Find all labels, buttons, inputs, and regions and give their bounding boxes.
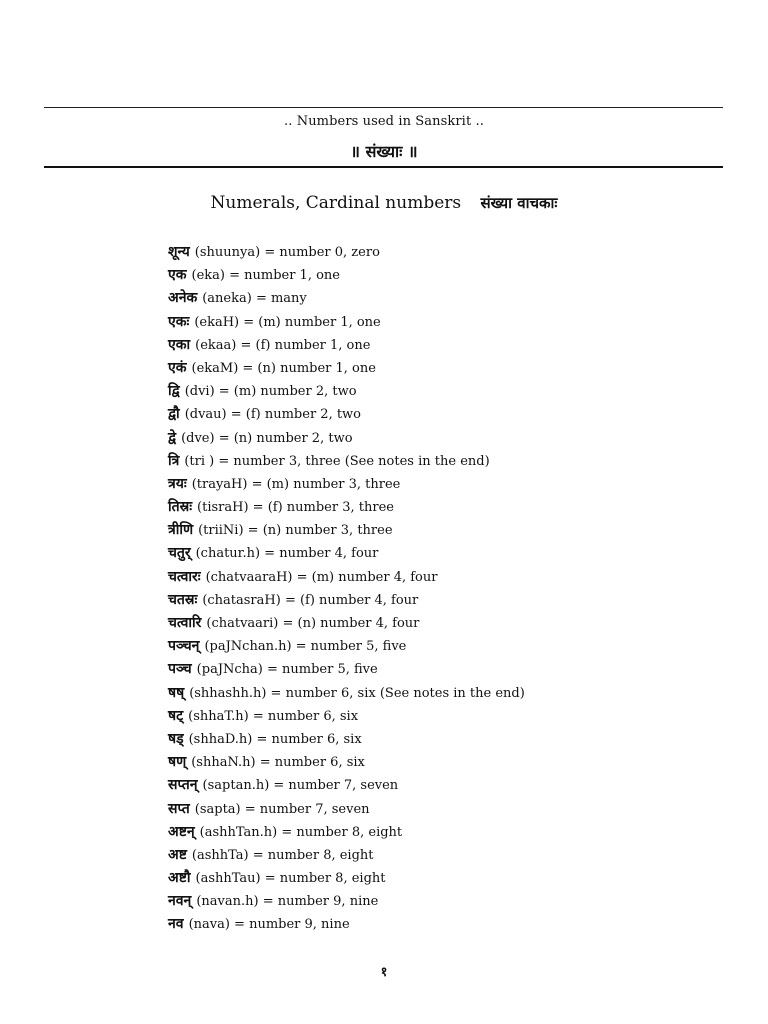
- entry-sanskrit-word: चतस्रः: [168, 591, 198, 608]
- entry-definition: (paJNchan.h) = number 5, five: [204, 639, 407, 655]
- entry-sanskrit-word: अष्टौ: [168, 870, 191, 887]
- section-heading-sanskrit: संख्या वाचकाः: [480, 194, 558, 212]
- entry-definition: (nava) = number 9, nine: [188, 917, 350, 933]
- entry-definition: (chatur.h) = number 4, four: [195, 546, 379, 562]
- entry-definition: (shhashh.h) = number 6, six (See notes in the end): [189, 685, 525, 701]
- list-item: [168, 682, 728, 705]
- list-item: [168, 705, 728, 728]
- list-item: [168, 264, 728, 287]
- entry-definition: (tri ) = number 3, three (See notes in the end): [184, 453, 490, 469]
- list-item: [168, 890, 728, 913]
- list-item: [168, 311, 728, 334]
- entry-sanskrit-word: अष्ट: [168, 846, 187, 863]
- list-item: [168, 589, 728, 612]
- entry-definition: (ekaH) = (m) number 1, one: [194, 314, 381, 330]
- list-item: [168, 427, 728, 450]
- entry-sanskrit-word: एकः: [168, 313, 190, 330]
- list-item: [168, 728, 728, 751]
- entry-definition: (saptan.h) = number 7, seven: [202, 778, 399, 794]
- entry-definition: (chatasraH) = (f) number 4, four: [202, 592, 419, 608]
- section-heading-text: Numerals, Cardinal numbers: [210, 193, 462, 213]
- list-item: [168, 241, 728, 264]
- list-item: [168, 403, 728, 426]
- list-item: [168, 658, 728, 681]
- entry-sanskrit-word: त्रि: [168, 452, 180, 469]
- list-item: [168, 798, 728, 821]
- list-item: [168, 287, 728, 310]
- entry-definition: (chatvaaraH) = (m) number 4, four: [205, 569, 438, 585]
- entry-sanskrit-word: शून्य: [168, 244, 190, 260]
- list-item: [168, 542, 728, 565]
- entry-sanskrit-word: एकं: [168, 359, 187, 376]
- entry-sanskrit-word: त्रयः: [168, 475, 187, 492]
- list-item: [168, 635, 728, 658]
- entry-sanskrit-word: द्वे: [168, 429, 177, 446]
- entry-sanskrit-word: द्वि: [168, 383, 180, 400]
- entry-sanskrit-word: षड्: [168, 730, 184, 747]
- list-item: [168, 450, 728, 473]
- entry-definition: (sapta) = number 7, seven: [194, 801, 370, 817]
- entry-definition: (eka) = number 1, one: [191, 268, 340, 284]
- entry-sanskrit-word: द्वौ: [168, 406, 180, 423]
- entry-definition: (shuunya) = number 0, zero: [194, 245, 380, 260]
- entry-sanskrit-word: चत्वारः: [168, 568, 201, 585]
- entry-sanskrit-word: पञ्चन्: [168, 638, 200, 655]
- section-heading: [0, 193, 768, 213]
- list-item: [168, 774, 728, 797]
- list-item: [168, 473, 728, 496]
- list-item: [168, 334, 728, 357]
- entry-definition: (ashhTau) = number 8, eight: [195, 871, 386, 887]
- list-item: [168, 751, 728, 774]
- entry-sanskrit-word: पञ्च: [168, 661, 192, 678]
- page-number: १: [380, 965, 388, 980]
- entry-sanskrit-word: त्रीणि: [168, 522, 194, 539]
- entry-definition: (ashhTan.h) = number 8, eight: [199, 824, 403, 840]
- entry-definition: (dvi) = (m) number 2, two: [184, 384, 357, 400]
- numbers-list: [168, 241, 728, 937]
- entry-sanskrit-word: सप्तन्: [168, 777, 198, 794]
- entry-sanskrit-word: तिस्रः: [168, 499, 193, 516]
- entry-definition: (chatvaari) = (n) number 4, four: [206, 616, 420, 631]
- list-item: [168, 844, 728, 867]
- entry-definition: (aneka) = many: [202, 291, 307, 307]
- list-item: [168, 380, 728, 403]
- list-item: [168, 496, 728, 519]
- entry-definition: (dve) = (n) number 2, two: [181, 430, 353, 446]
- entry-sanskrit-word: चत्वारि: [168, 615, 202, 631]
- entry-sanskrit-word: षण्: [168, 754, 187, 771]
- entry-definition: (ekaa) = (f) number 1, one: [195, 337, 371, 353]
- entry-sanskrit-word: नवन्: [168, 893, 192, 910]
- entry-definition: (trayaH) = (m) number 3, three: [191, 476, 401, 492]
- document-title-sanskrit: ॥ संख्याः ॥: [350, 142, 418, 161]
- entry-definition: (shhaN.h) = number 6, six: [191, 755, 365, 771]
- entry-sanskrit-word: एक: [168, 267, 187, 284]
- list-item: [168, 821, 728, 844]
- entry-definition: (shhaT.h) = number 6, six: [188, 708, 359, 724]
- entry-definition: (triiNi) = (n) number 3, three: [198, 523, 393, 539]
- entry-definition: (ashhTa) = number 8, eight: [191, 847, 374, 863]
- list-item: [168, 519, 728, 542]
- list-item: [168, 612, 728, 635]
- document-title: .. Numbers used in Sanskrit ..: [284, 114, 484, 129]
- header-rule-bottom: [44, 166, 723, 168]
- entry-sanskrit-word: सप्त: [168, 800, 190, 817]
- entry-sanskrit-word: अष्टन्: [168, 823, 195, 840]
- entry-definition: (shhaD.h) = number 6, six: [188, 731, 362, 747]
- entry-sanskrit-word: षट्: [168, 707, 184, 724]
- entry-sanskrit-word: षष्: [168, 684, 185, 701]
- entry-definition: (navan.h) = number 9, nine: [196, 894, 379, 910]
- entry-sanskrit-word: एका: [168, 336, 191, 353]
- list-item: [168, 867, 728, 890]
- list-item: [168, 357, 728, 380]
- entry-sanskrit-word: चतुर्: [168, 545, 191, 562]
- entry-definition: (ekaM) = (n) number 1, one: [191, 360, 376, 376]
- header-rule-top: [44, 107, 723, 108]
- list-item: [168, 913, 728, 936]
- entry-sanskrit-word: नव: [168, 916, 184, 933]
- entry-definition: (tisraH) = (f) number 3, three: [197, 500, 394, 516]
- entry-definition: (dvau) = (f) number 2, two: [184, 407, 362, 423]
- entry-definition: (paJNcha) = number 5, five: [196, 662, 378, 678]
- entry-sanskrit-word: अनेक: [168, 290, 198, 307]
- list-item: [168, 566, 728, 589]
